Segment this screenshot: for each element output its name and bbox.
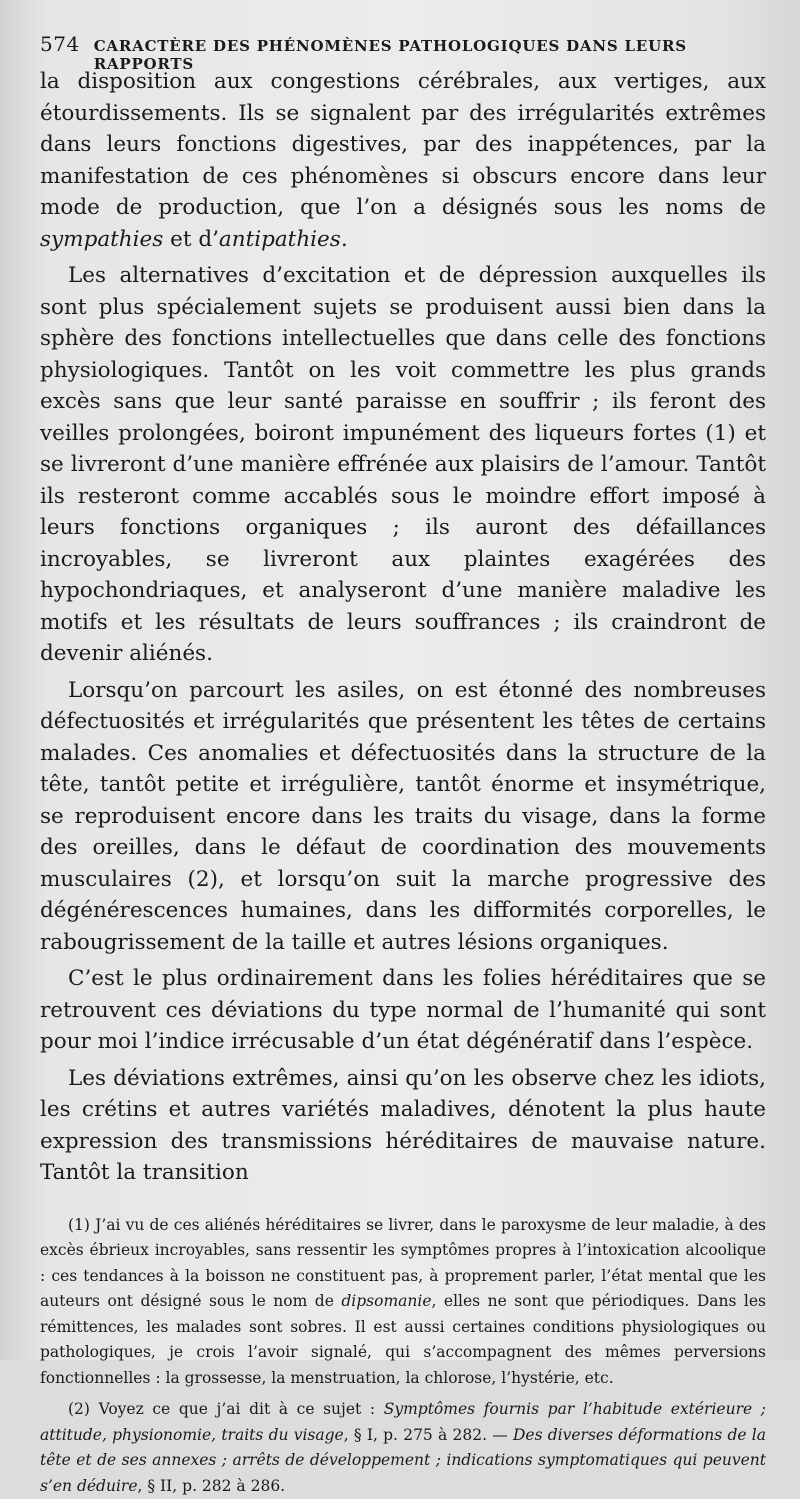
- paragraph: la disposition aux congestions cérébrales, aux vertiges, aux étourdissements. Ils se signalent par des irrégularités extrêmes dans leurs fonctions digestives, par des inappétences, par la manifestation de ces phénomènes si obscurs encore dans leur mode de production, que l’on a désignés sous les noms de sympathies et d’antipathies.: [40, 66, 766, 255]
- paragraph: Lorsqu’on parcourt les asiles, on est étonné des nombreuses défectuosités et irrégularités que présentent les têtes de certains malades. Ces anomalies et défectuosités dans la structure de la tête, tantôt petite et irrégulière, tantôt énorme et insymétrique, se reproduisent encore dans les traits du visage, dans la forme des oreilles, dans le défaut de coordination des mouvements musculaires (2), et lorsqu’on suit la marche progressive des dégénérescences humaines, dans les difformités corporelles, le rabougrissement de la taille et autres lésions organiques.: [40, 675, 766, 959]
- page-number: 574: [40, 32, 80, 56]
- italic-term: sympathies: [40, 227, 163, 252]
- paragraph: Les déviations extrêmes, ainsi qu’on les observe chez les idiots, les crétins et autres variétés maladives, dénotent la plus haute expression des transmissions héréditaires de mauvaise nature. Tantôt la transition: [40, 1063, 766, 1189]
- italic-term: antipathies: [219, 227, 341, 252]
- italic-citation: Symptômes fournis par l’habitude extérieure ; attitude, physionomie, traits du visage: [40, 1400, 766, 1444]
- main-text: [40, 66, 766, 1189]
- footnote-2: (2) Voyez ce que j’ai dit à ce sujet : Symptômes fournis par l’habitude extérieure ; attitude, physionomie, traits du visage, § I, p. 275 à 282. — Des diverses déformations de la tête et de ses annexes ; arrêts de développement ; indications symptomatiques qui peuvent s’en déduire, § II, p. 282 à 286.: [40, 1397, 766, 1499]
- running-title: CARACTÈRE DES PHÉNOMÈNES PATHOLOGIQUES DANS LEURS RAPPORTS: [94, 37, 766, 73]
- italic-term: dipsomanie: [341, 1292, 431, 1310]
- running-header: [40, 32, 766, 60]
- paragraph: C’est le plus ordinairement dans les folies héréditaires que se retrouvent ces déviations du type normal de l’humanité qui sont pour moi l’indice irrécusable d’un état dégénératif dans l’espèce.: [40, 963, 766, 1058]
- paragraph: Les alternatives d’excitation et de dépression auxquelles ils sont plus spécialement sujets se produisent aussi bien dans la sphère des fonctions intellectuelles que dans celle des fonctions physiologiques. Tantôt on les voit commettre les plus grands excès sans que leur santé paraisse en souffrir ; ils feront des veilles prolongées, boiront impunément des liqueurs fortes (1) et se livreront d’une manière effrénée aux plaisirs de l’amour. Tantôt ils resteront comme accablés sous le moindre effort imposé à leurs fonctions organiques ; ils auront des défaillances incroyables, se livreront aux plaintes exagérées des hypochondriaques, et analyseront d’une manière maladive les motifs et les résultats de leurs souffrances ; ils craindront de devenir aliénés.: [40, 260, 766, 670]
- italic-citation: Des diverses déformations de la tête et de ses annexes ; arrêts de développement ; indications symptomatiques qui peuvent s’en déduire: [40, 1426, 766, 1495]
- footnote-1: (1) J’ai vu de ces aliénés héréditaires se livrer, dans le paroxysme de leur maladie, à des excès ébrieux incroyables, sans ressentir les symptômes propres à l’intoxication alcoolique : ces tendances à la boisson ne constituent pas, à proprement parler, l’état mental que les auteurs ont désigné sous le nom de dipsomanie, elles ne sont que périodiques. Dans les rémittences, les malades sont sobres. Il est aussi certaines conditions physiologiques ou pathologiques, je crois l’avoir signalé, qui s’accompagnent des mêmes perversions fonctionnelles : la grossesse, la menstruation, la chlorose, l’hystérie, etc.: [40, 1213, 766, 1392]
- footnotes: [40, 1213, 766, 1499]
